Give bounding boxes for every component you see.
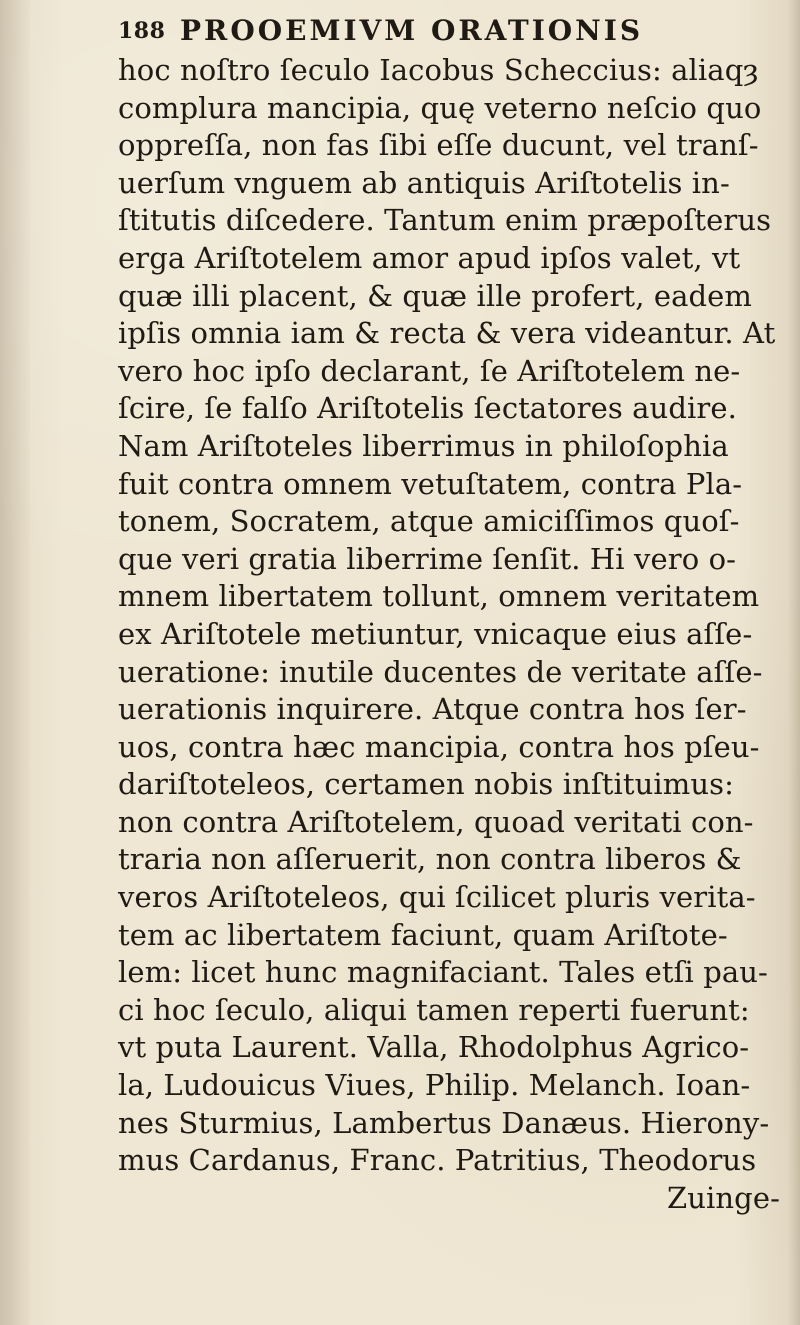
text-line: tem ac libertatem faciunt, quam Ariſtote- [118, 917, 728, 952]
text-line: non contra Ariſtotelem, quoad veritati con- [118, 804, 754, 839]
text-line: vt puta Laurent. Valla, Rhodolphus Agrico- [118, 1030, 750, 1065]
text-line: Nam Ariſtoteles liberrimus in philoſophia [118, 428, 729, 463]
text-line: mnem libertatem tollunt, omnem veritatem [118, 579, 760, 614]
text-line: tonem, Socratem, atque amiciſſimos quoſ- [118, 504, 740, 539]
text-line: uos, contra hæc mancipia, contra hos pſeu- [118, 729, 760, 764]
text-line: ueratione: inutile ducentes de veritate aſſe- [118, 654, 763, 689]
text-line: ſtitutis diſcedere. Tantum enim præpoſterus [118, 203, 772, 238]
page-gutter-shadow [0, 0, 30, 1325]
text-line: la, Ludouicus Viues, Philip. Melanch. Ioan- [118, 1068, 751, 1103]
page-edge-shadow [788, 0, 800, 1325]
text-line: oppreſſa, non fas ſibi eſſe ducunt, vel tranſ- [118, 128, 759, 163]
main-text-block [118, 52, 780, 1217]
text-line: uerationis inquirere. Atque contra hos ſer- [118, 692, 747, 727]
text-line: que veri gratia liberrime ſenſit. Hi vero o- [118, 541, 737, 576]
text-line: fuit contra omnem vetuſtatem, contra Pla- [118, 466, 743, 501]
page-number: 188 [118, 18, 166, 44]
text-line: traria non aſſeruerit, non contra liberos & [118, 842, 742, 877]
catchword: Zuinge- [666, 1180, 780, 1215]
text-line: quæ illi placent, & quæ ille profert, eadem [118, 278, 753, 313]
text-line: ipſis omnia iam & recta & vera videantur. At [118, 316, 776, 351]
running-head: PROOEMIVM ORATIONIS [180, 14, 644, 47]
text-line: uerſum vnguem ab antiquis Ariſtotelis in- [118, 165, 730, 200]
text-line: veros Ariſtoteleos, qui ſcilicet pluris verita- [118, 880, 756, 915]
text-line: complura mancipia, quę veterno neſcio quo [118, 90, 762, 125]
page-header [118, 16, 768, 46]
text-line: mus Cardanus, Franc. Patritius, Theodorus [118, 1143, 757, 1178]
text-line: dariſtoteleos, certamen nobis inſtituimus: [118, 767, 734, 802]
text-line: nes Sturmius, Lambertus Danæus. Hierony- [118, 1105, 770, 1140]
text-line: vero hoc ipſo declarant, ſe Ariſtotelem ne- [118, 353, 741, 388]
text-line: lem: licet hunc magnifaciant. Tales etſi pau- [118, 955, 768, 990]
text-line: erga Ariſtotelem amor apud ipſos valet, vt [118, 240, 741, 275]
text-line: ſcire, ſe falſo Ariſtotelis ſectatores audire. [118, 391, 737, 426]
text-line: hoc noſtro ſeculo Iacobus Scheccius: aliaqȝ [118, 53, 759, 87]
text-line: ex Ariſtotele metiuntur, vnicaque eius aſſe- [118, 616, 753, 651]
text-line: ci hoc ſeculo, aliqui tamen reperti fuerunt: [118, 992, 750, 1027]
